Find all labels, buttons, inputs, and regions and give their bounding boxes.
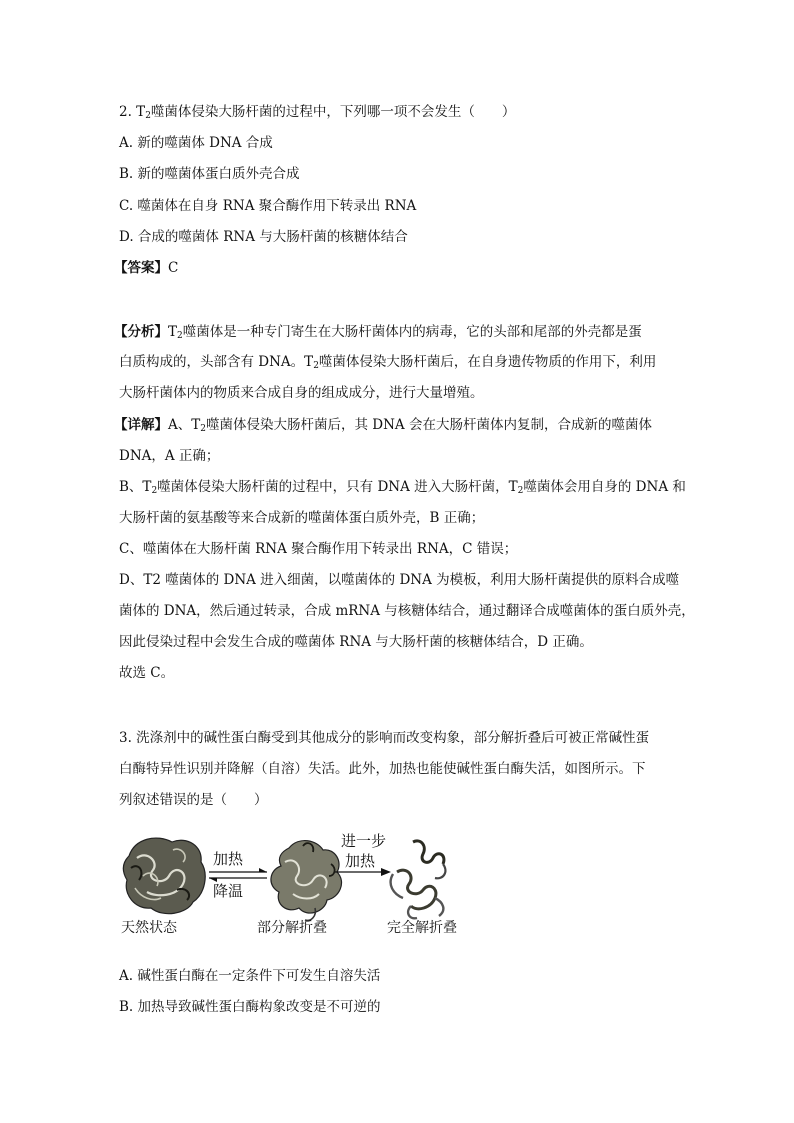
q2-stem: 2. $T_2$噬菌体侵染大肠杆菌的过程中，下列哪一项不会发生（ ） [119, 104, 516, 121]
q2-option-a: A. 新的噬菌体 DNA 合成 [119, 135, 273, 151]
q2-detail-c: C、噬菌体在大肠杆菌 RNA 聚合酶作用下转录出 RNA，C 错误； [119, 541, 518, 557]
q3-stem-line2: 白酶特异性识别并降解（自溶）失活。此外，加热也能使碱性蛋白酶失活，如图所示。下 [119, 761, 646, 777]
q2-option-c: C. 噬菌体在自身 RNA 聚合酶作用下转录出 RNA [119, 198, 417, 214]
q2-option-b: B. 新的噬菌体蛋白质外壳合成 [119, 166, 300, 182]
q2-detail-b-line2: 大肠杆菌的氨基酸等来合成新的噬菌体蛋白质外壳，B 正确； [119, 510, 485, 526]
q2-analysis-line2: 白质构成的，头部含有 DNA。$T_2$噬菌体侵染大肠杆菌后，在自身遗传物质的作用下，利用 [119, 354, 657, 371]
arrow-label-further: 进一步 [341, 832, 387, 850]
arrow-label-heat: 加热 [213, 850, 244, 868]
q3-option-a: A. 碱性蛋白酶在一定条件下可发生自溶失活 [119, 968, 381, 984]
q2-detail-d-line1: D、T2 噬菌体的 DNA 进入细菌，以噬菌体的 DNA 为模板，利用大肠杆菌提供的原料合成噬 [119, 572, 680, 588]
q2-detail-b: B、$T_2$噬菌体侵染大肠杆菌的过程中，只有 DNA 进入大肠杆菌，$T_2$噬菌体会用自身的 DNA 和 [119, 479, 686, 496]
label-native-state: 天然状态 [121, 920, 177, 936]
native-protein-image [123, 838, 205, 914]
q2-detail-a-line2: DNA，A 正确； [119, 448, 220, 464]
q2-analysis-line3: 大肠杆菌体内的物质来合成自身的组成成分，进行大量增殖。 [119, 385, 484, 401]
q3-stem-line1: 3. 洗涤剂中的碱性蛋白酶受到其他成分的影响而改变构象，部分解折叠后可被正常碱性蛋 [119, 730, 650, 746]
label-partial-unfolding: 部分解折叠 [257, 920, 327, 936]
q2-conclusion: 故选 C。 [119, 665, 175, 681]
q3-stem-line3: 列叙述错误的是（ ） [119, 792, 268, 808]
q2-detail-d-line2: 菌体的 DNA，然后通过转录，合成 mRNA 与核糖体结合，通过翻译合成噬菌体的蛋白质外壳， [119, 603, 695, 619]
q2-detail-a: 【详解】A、$T_2$噬菌体侵染大肠杆菌后，其 DNA 会在大肠杆菌体内复制，合成新的噬菌体 [114, 417, 652, 434]
q2-analysis-line1: 【分析】$T_2$噬菌体是一种专门寄生在大肠杆菌体内的病毒，它的头部和尾部的外壳都是蛋 [114, 324, 642, 341]
q2-option-d: D. 合成的噬菌体 RNA 与大肠杆菌的核糖体结合 [119, 229, 408, 245]
protein-folding-figure [117, 828, 473, 943]
label-full-unfolding: 完全解折叠 [387, 920, 457, 936]
arrow-label-cool: 降温 [213, 882, 244, 900]
q3-option-b: B. 加热导致碱性蛋白酶构象改变是不可逆的 [119, 999, 381, 1015]
q2-answer: 【答案】C [114, 260, 179, 276]
q2-detail-d-line3: 因此侵染过程中会发生合成的噬菌体 RNA 与大肠杆菌的核糖体结合，D 正确。 [119, 634, 593, 650]
arrow-label-further-heat: 加热 [345, 852, 376, 870]
